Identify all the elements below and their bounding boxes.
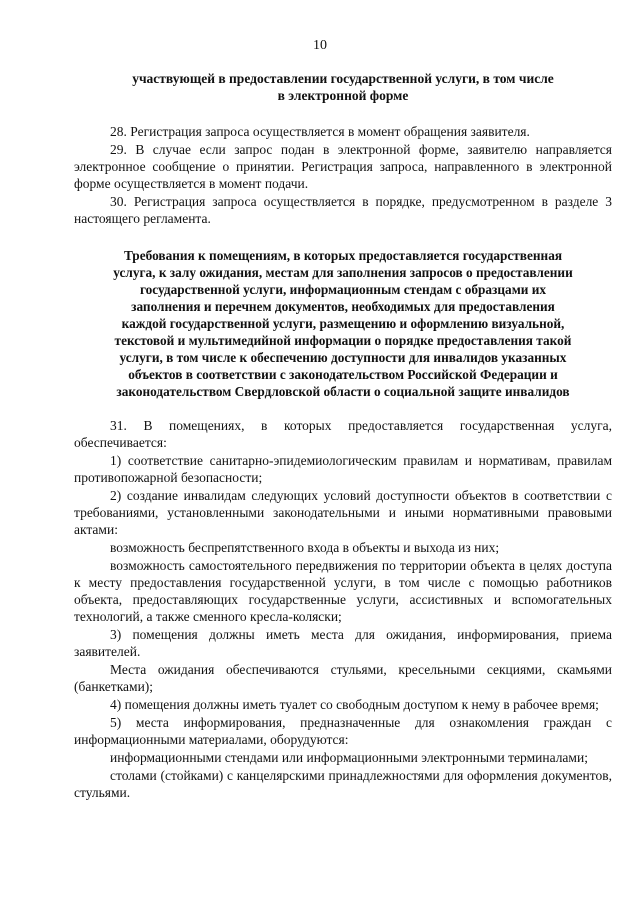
heading-line: Требования к помещениям, в которых предоставляется государственная [123,248,563,263]
heading-line: участвующей в предоставлении государственной услуги, в том числе [132,71,554,86]
list-item-5: 5) места информирования, предназначенные для ознакомления граждан с информационными материалами, оборудуются: [74,715,612,747]
paragraph-29: 29. В случае если запрос подан в электронной форме, заявителю направляется электронное сообщение о принятии. Регистрация запроса, направленного в электронной форме осуществляется в момент подачи. [74,142,612,191]
heading-line: услуга, к залу ожидания, местам для заполнения запросов о предоставлении [113,265,573,280]
paragraph-28: 28. Регистрация запроса осуществляется в момент обращения заявителя. [110,124,530,139]
heading-line: законодательством Свердловской области о социальной защите инвалидов [116,384,570,399]
heading-line: государственной услуги, информационным стендам с образцами их [139,282,547,297]
list-item-2: 2) создание инвалидам следующих условий доступности объектов в соответствии с требованиями, установленными законодательными и иными нормативными правовыми актами: [74,488,612,537]
heading-line: заполнения и перечнем документов, необходимых для предоставления [131,299,555,314]
waiting-places: Места ожидания обеспечиваются стульями, кресельными секциями, скамьями (банкетками); [74,662,612,694]
heading-line: текстовой и мультимедийной информации о порядке предоставления такой [114,333,572,348]
heading-line: в электронной форме [277,88,409,103]
list-item-3: 3) помещения должны иметь места для ожидания, информирования, приема заявителей. [74,627,612,659]
sub-item-tables: столами (стойками) с канцелярскими принадлежностями для оформления документов, стульями. [74,768,612,800]
list-item-1: 1) соответствие санитарно-эпидемиологическим правилам и нормативам, правилам противопожарной безопасности; [74,453,612,485]
list-item-4: 4) помещения должны иметь туалет со свободным доступом к нему в рабочее время; [110,697,599,712]
heading-line: услуги, в том числе к обеспечению доступности для инвалидов указанных [119,350,567,365]
document-body [74,70,612,802]
page-number: 10 [313,38,327,53]
heading-line: каждой государственной услуги, размещению и оформлению визуальной, [121,316,565,331]
sub-item-entry: возможность беспрепятственного входа в объекты и выхода из них; [110,540,500,555]
heading-line: объектов в соответствии с законодательством Российской Федерации и [128,367,558,382]
sub-item-movement: возможность самостоятельного передвижения по территории объекта в целях доступа к месту предоставления государственной услуги, в том числе с помощью работников объекта, предоставляющих государственные услуги, ассистивных и вспомогательных технологий, а также сменного кресла-коляски; [74,558,612,624]
section-heading [74,70,612,104]
requirements-heading [74,247,612,400]
sub-item-stands: информационными стендами или информационными электронными терминалами; [110,750,588,765]
paragraph-30: 30. Регистрация запроса осуществляется в порядке, предусмотренном в разделе 3 настоящего регламента. [74,194,612,226]
paragraph-31: 31. В помещениях, в которых предоставляется государственная услуга, обеспечивается: [74,418,612,450]
